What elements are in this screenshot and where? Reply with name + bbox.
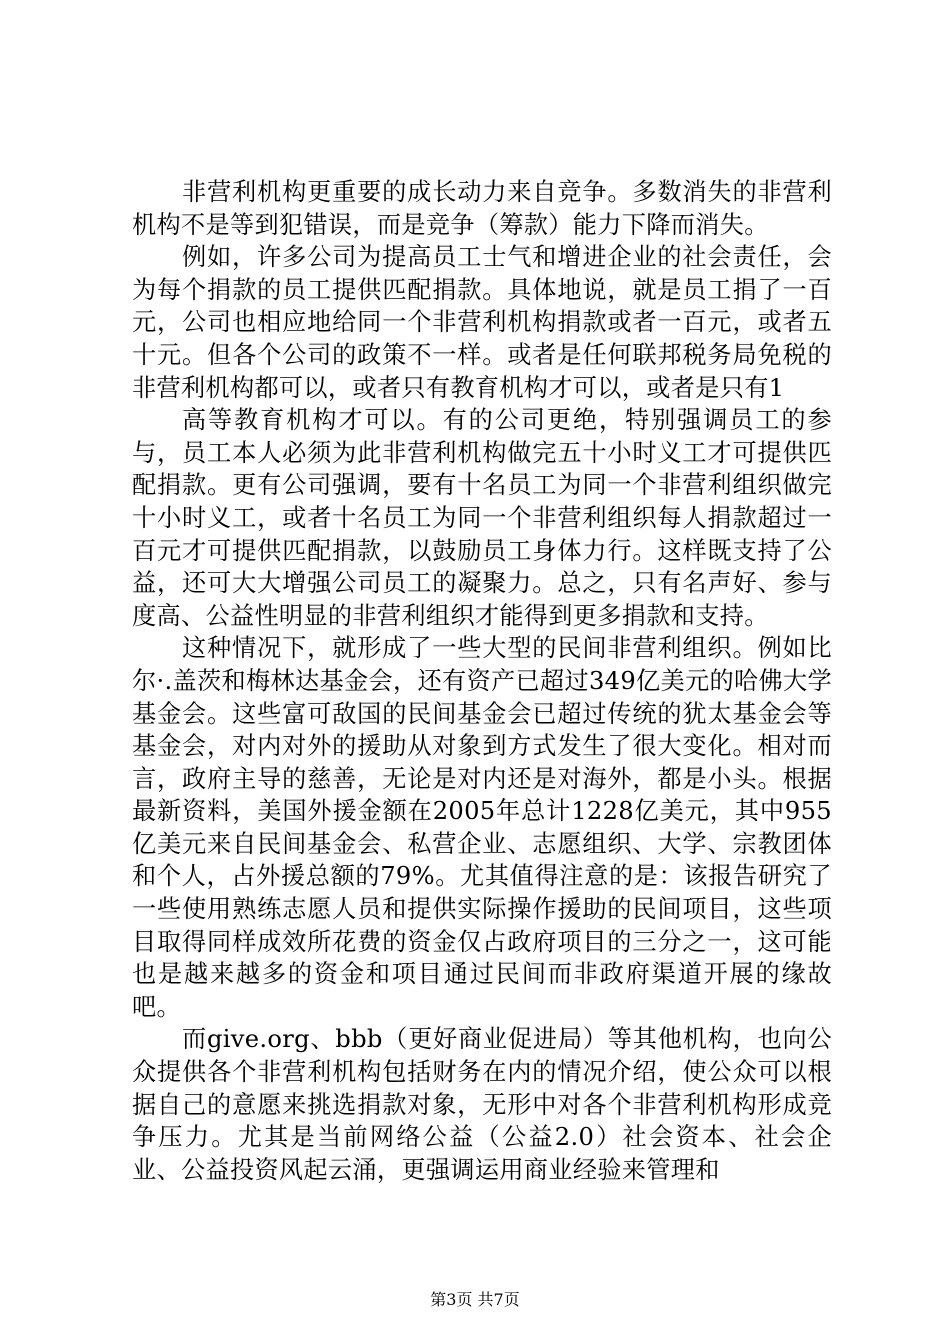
- paragraph-give-org: 而give.org、bbb（更好商业促进局）等其他机构，也向公众提供各个非营利机构包括财务在内的情况介绍，使公众可以根据自己的意愿来挑选捐款对象，无形中对各个非营利机构形成竞争压力。尤其是当前网络公益（公益2.0）社会资本、社会企业、公益投资风起云涌，更强调运用商业经验来管理和: [132, 1025, 832, 1184]
- document-body: [132, 176, 832, 1186]
- paragraph-competition: 非营利机构更重要的成长动力来自竞争。多数消失的非营利机构不是等到犯错误，而是竞争（筹款）能力下降而消失。: [132, 178, 832, 239]
- paragraph-matching-donations: 例如，许多公司为提高员工士气和增进企业的社会责任，会为每个捐款的员工提供匹配捐款。具体地说，就是员工捐了一百元，公司也相应地给同一个非营利机构捐款或者一百元，或者五十元。但各个公司的政策不一样。或者是任何联邦税务局免税的非营利机构都可以，或者只有教育机构才可以，或者是只有1: [132, 243, 832, 402]
- paragraph-large-foundations: 这种情况下，就形成了一些大型的民间非营利组织。例如比尔·.盖茨和梅林达基金会，还有资产已超过349亿美元的哈佛大学基金会。这些富可敌国的民间基金会已超过传统的犹太基金会等基金会，对内对外的援助从对象到方式发生了很大变化。相对而言，政府主导的慈善，无论是对内还是对海外，都是小头。根据最新资料，美国外援金额在2005年总计1228亿美元，其中955亿美元来自民间基金会、私营企业、志愿组织、大学、宗教团体和个人，占外援总额的79%。尤其值得注意的是：该报告研究了一些使用熟练志愿人员和提供实际操作援助的民间项目，这些项目取得同样成效所花费的资金仅占政府项目的三分之一，这可能也是越来越多的资金和项目通过民间而非政府渠道开展的缘故吧。: [132, 634, 832, 1021]
- paragraph-higher-education: 高等教育机构才可以。有的公司更绝，特别强调员工的参与，员工本人必须为此非营利机构做完五十小时义工才可提供匹配捐款。更有公司强调，要有十名员工为同一个非营利组织做完十小时义工，或者十名员工为同一个非营利组织每人捐款超过一百元才可提供匹配捐款，以鼓励员工身体力行。这样既支持了公益，还可大大增强公司员工的凝聚力。总之，只有名声好、参与度高、公益性明显的非营利组织才能得到更多捐款和支持。: [132, 406, 832, 630]
- page-footer: 第3页 共7页: [430, 1290, 520, 1309]
